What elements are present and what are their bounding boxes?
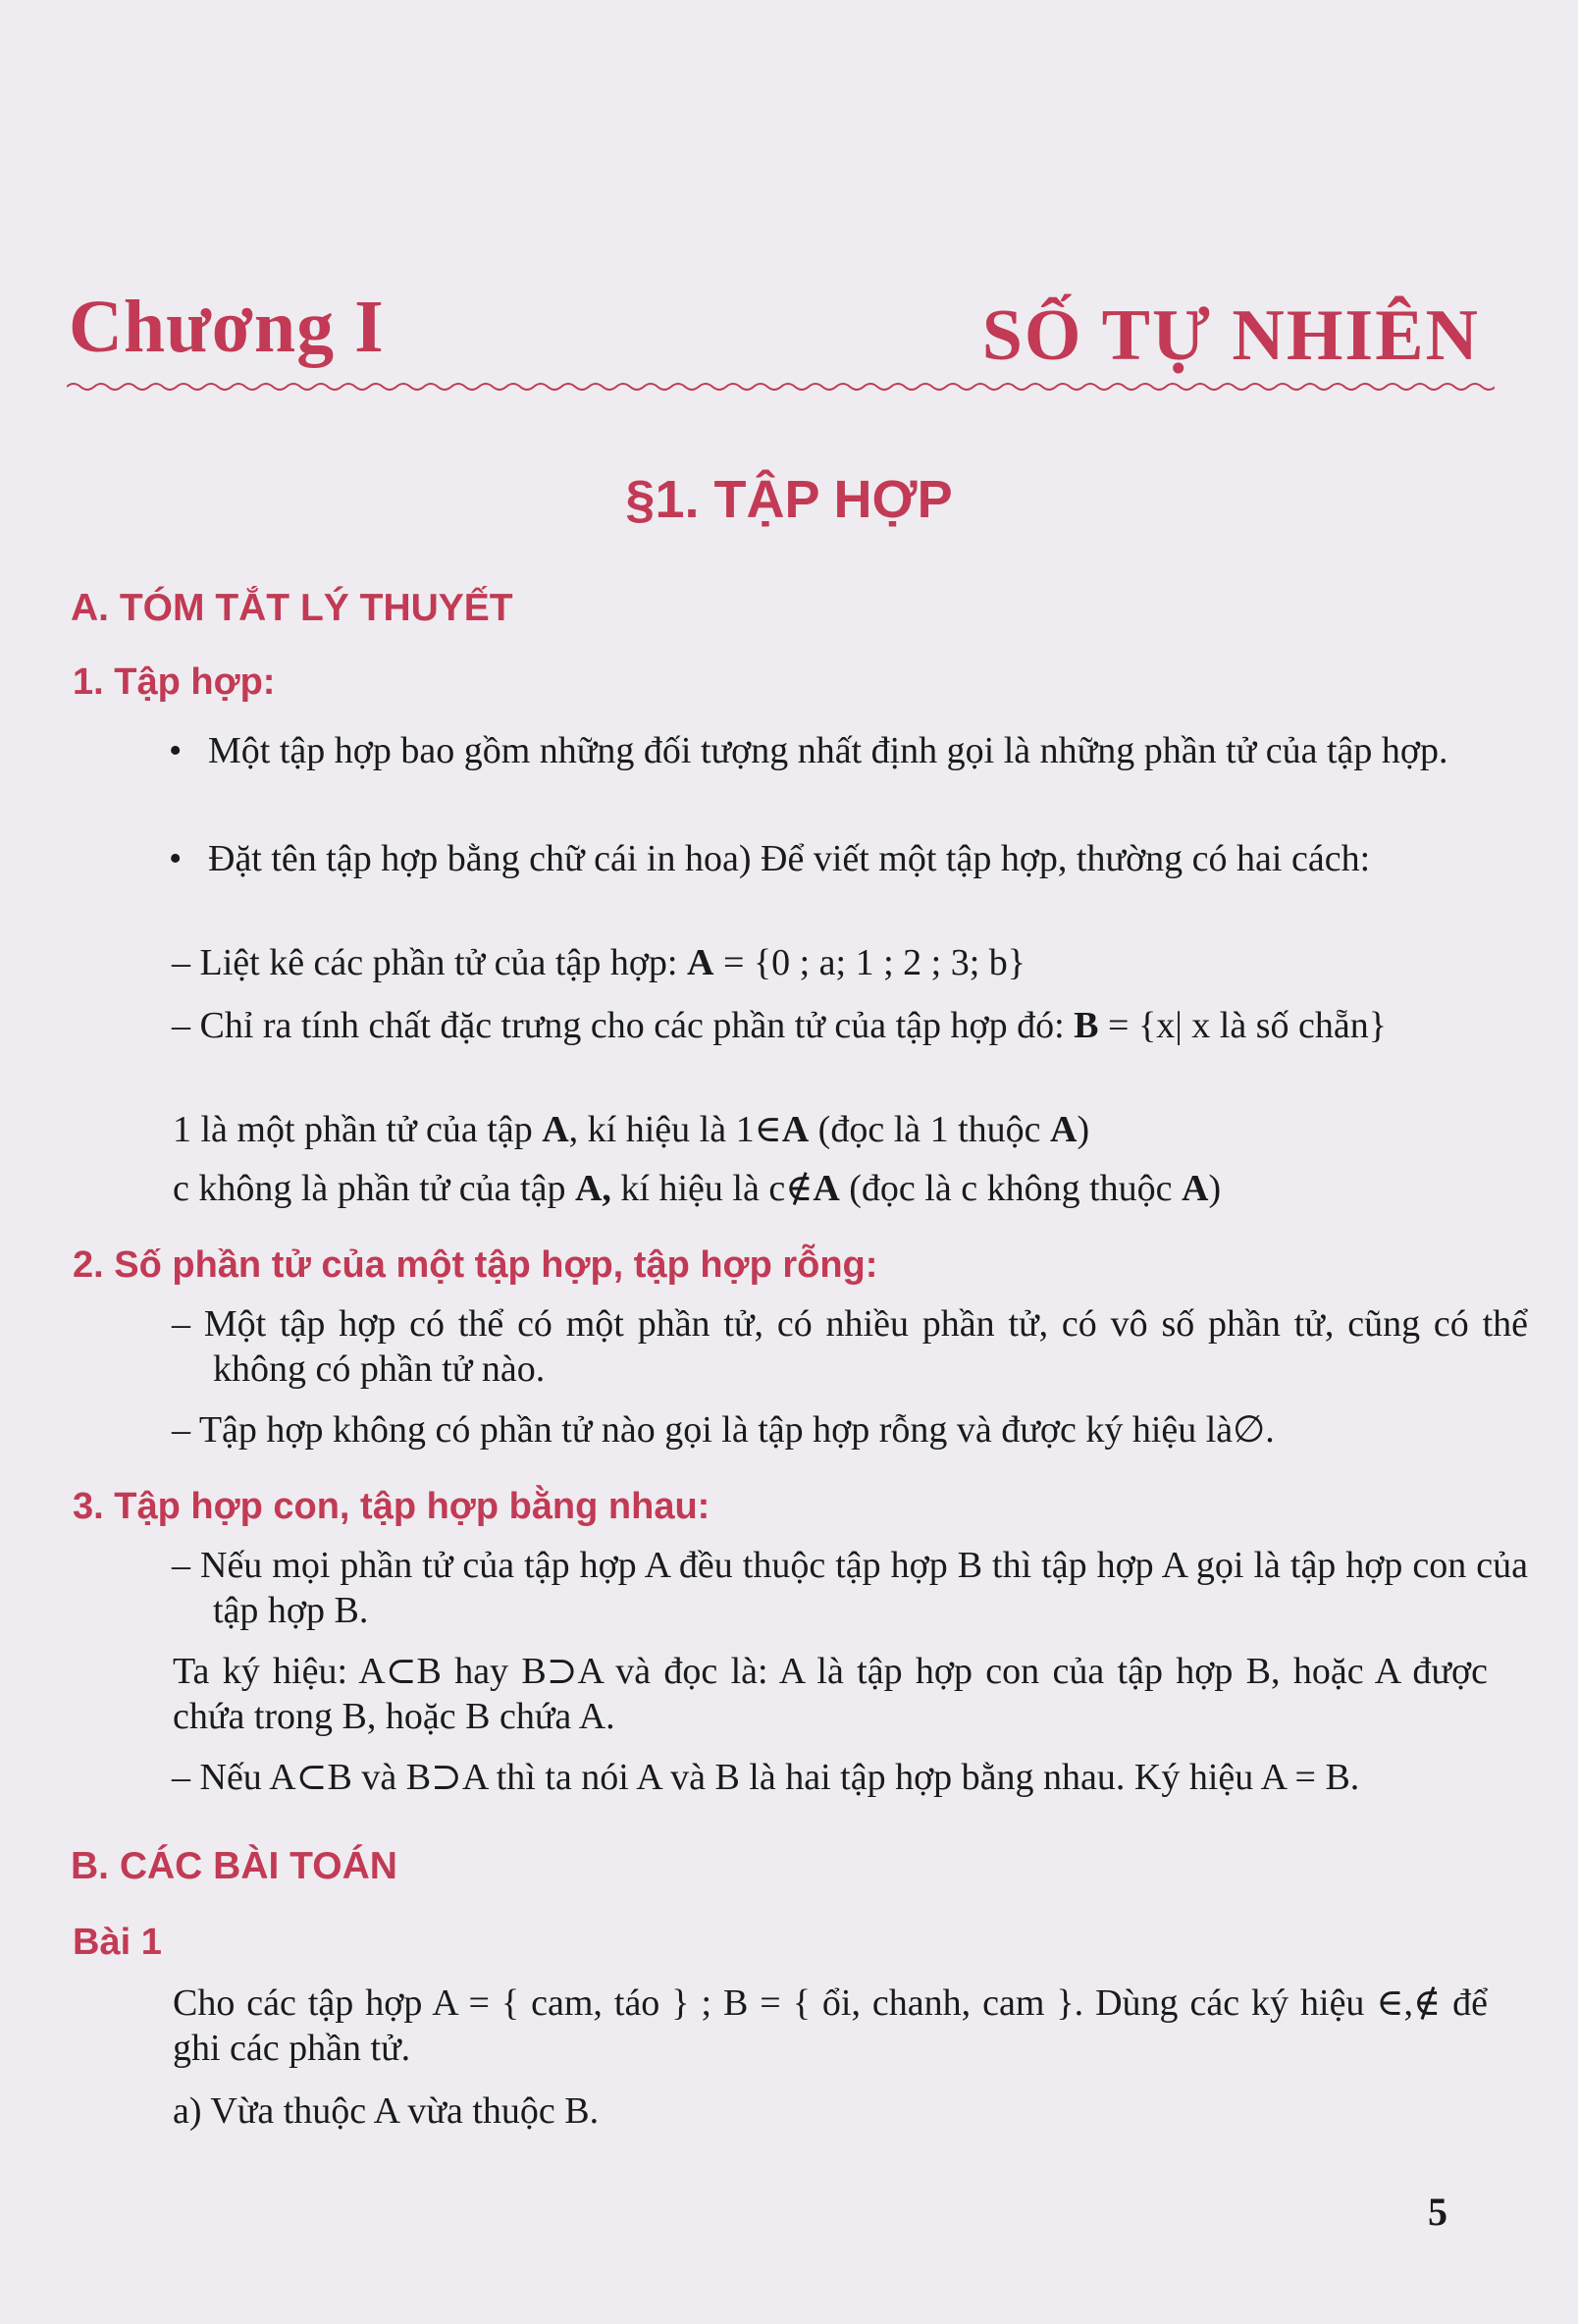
part-b-heading: B. CÁC BÀI TOÁN xyxy=(71,1845,397,1887)
section-title: §1. TẬP HỢP xyxy=(625,470,953,529)
dash-element-count: – Một tập hợp có thể có một phần tử, có nhiều phần tử, có vô số phần tử, cũng có thể không có phần tử nào. xyxy=(172,1303,1528,1390)
wavy-divider xyxy=(67,377,1495,396)
exercise-1-heading: Bài 1 xyxy=(73,1922,162,1963)
bullet-naming: Đặt tên tập hợp bằng chữ cái in hoa) Để viết một tập hợp, thường có hai cách: xyxy=(208,838,1371,879)
part-a-heading: A. TÓM TẮT LÝ THUYẾT xyxy=(71,587,513,629)
page-number: 5 xyxy=(1428,2190,1447,2234)
dash-list-elements xyxy=(172,940,1487,985)
dash-equal-sets: – Nếu A⊂B và B⊃A thì ta nói A và B là hai tập hợp bằng nhau. Ký hiệu A = B. xyxy=(172,1757,1360,1798)
dash-characteristic xyxy=(172,1003,1528,1048)
dash-text: – Chỉ ra tính chất đặc trưng cho các phần tử của tập hợp đó: xyxy=(172,1005,1075,1046)
chapter-label: Chương I xyxy=(69,286,385,368)
set-content: = {0 ; a; 1 ; 2 ; 3; b} xyxy=(713,942,1026,983)
exercise-1-text: Cho các tập hợp A = { cam, táo } ; B = { ổi, chanh, cam }. Dùng các ký hiệu ∈,∉ để ghi các phần tử. xyxy=(173,1982,1488,2069)
set-name: A xyxy=(687,942,714,983)
subsection-2-heading: 2. Số phần tử của một tập hợp, tập hợp rỗng: xyxy=(73,1244,878,1286)
subsection-3-heading: 3. Tập hợp con, tập hợp bằng nhau: xyxy=(73,1486,710,1527)
dash-text: – Liệt kê các phần tử của tập hợp: xyxy=(172,942,687,983)
dash-subset-definition: – Nếu mọi phần tử của tập hợp A đều thuộc tập hợp B thì tập hợp A gọi là tập hợp con của tập hợp B. xyxy=(172,1545,1528,1631)
set-name: B xyxy=(1074,1005,1099,1046)
bullet-definition: Một tập hợp bao gồm những đối tượng nhất định gọi là những phần tử của tập hợp. xyxy=(208,730,1448,771)
set-content: = {x| x là số chẵn} xyxy=(1098,1005,1387,1046)
subsection-1-heading: 1. Tập hợp: xyxy=(73,661,276,703)
bullet-dot: • xyxy=(169,730,183,771)
dash-empty-set: – Tập hợp không có phần tử nào gọi là tập hợp rỗng và được ký hiệu là∅. xyxy=(172,1409,1275,1451)
bullet-dot: • xyxy=(169,838,183,879)
exercise-1-item-a: a) Vừa thuộc A vừa thuộc B. xyxy=(173,2090,600,2132)
non-membership-line: c không là phần tử của tập A, kí hiệu là c∉A (đọc là c không thuộc A) xyxy=(173,1168,1222,1209)
subset-notation: Ta ký hiệu: A⊂B hay B⊃A và đọc là: A là tập hợp con của tập hợp B, hoặc A được chứa trong B, hoặc B chứa A. xyxy=(173,1651,1488,1737)
membership-line: 1 là một phần tử của tập A, kí hiệu là 1∈A (đọc là 1 thuộc A) xyxy=(173,1109,1090,1150)
chapter-title: SỐ TỰ NHIÊN xyxy=(981,295,1480,376)
